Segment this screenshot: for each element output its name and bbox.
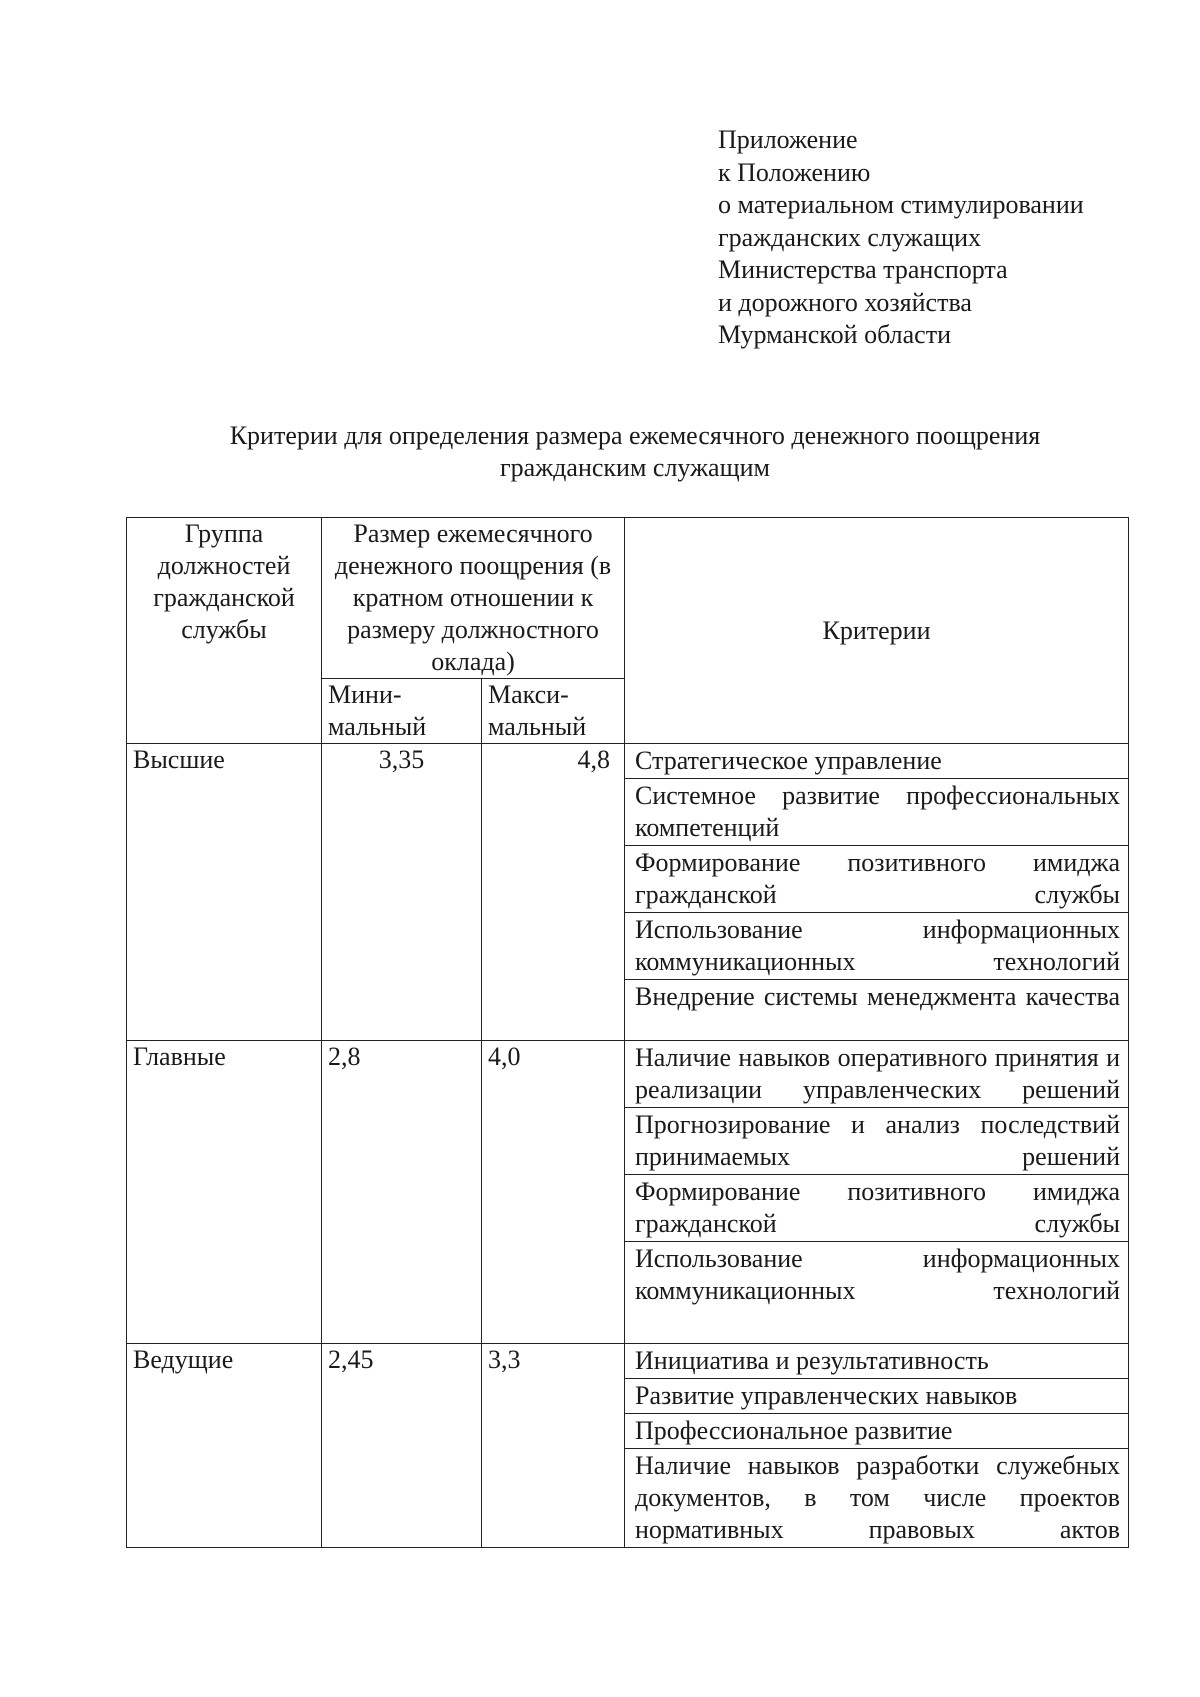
criterion-item: Профессиональное развитие (625, 1414, 1128, 1449)
criterion-item: Наличие навыков разработки служебных документов, в том числе проектов нормативных правовых актов (635, 1451, 1121, 1544)
criterion-item: Внедрение системы менеджмента качества (635, 982, 1121, 1011)
appendix-block (718, 124, 1084, 352)
max-value: 4,0 (482, 1041, 625, 1344)
appendix-line: Приложение (718, 125, 858, 154)
criterion-item: Наличие навыков оперативного принятия и реализации управленческих решений (625, 1041, 1128, 1108)
max-value: 3,3 (482, 1344, 625, 1548)
criterion-item: Стратегическое управление (625, 744, 1128, 779)
group-cell: Высшие (127, 744, 322, 1041)
appendix-line: Мурманской области (718, 320, 951, 349)
header-group: Группа должностей гражданской службы (127, 518, 322, 744)
title-line-2: гражданским служащим (500, 453, 770, 482)
appendix-line: и дорожного хозяйства (718, 287, 972, 317)
criterion-item: Использование информационных коммуникационных технологий (625, 913, 1128, 980)
criterion-item: Использование информационных коммуникационных технологий (635, 1244, 1121, 1305)
max-value: 4,8 (482, 744, 625, 1041)
table-row (127, 1041, 1129, 1344)
criterion-item: Инициатива и результативность (625, 1344, 1128, 1379)
document-title (120, 420, 1150, 484)
table-row (127, 744, 1129, 1041)
group-cell: Главные (127, 1041, 322, 1344)
min-value: 3,35 (322, 744, 482, 1041)
criterion-item: Системное развитие профессиональных компетенций (625, 779, 1128, 846)
criteria-cell (625, 744, 1129, 1041)
header-criteria: Критерии (625, 518, 1129, 744)
appendix-line: о материальном стимулировании (718, 190, 1084, 219)
appendix-line: гражданских служащих (718, 222, 982, 252)
criteria-table (126, 517, 1129, 1548)
criterion-item: Формирование позитивного имиджа гражданской службы (625, 1175, 1128, 1242)
header-min: Мини-мальный (322, 679, 482, 744)
criteria-cell (625, 1041, 1129, 1344)
criterion-item: Развитие управленческих навыков (625, 1379, 1128, 1414)
group-cell: Ведущие (127, 1344, 322, 1548)
header-max: Макси-мальный (482, 679, 625, 744)
criterion-item: Прогнозирование и анализ последствий принимаемых решений (625, 1108, 1128, 1175)
criteria-cell (625, 1344, 1129, 1548)
min-value: 2,45 (322, 1344, 482, 1548)
criterion-item: Формирование позитивного имиджа гражданской службы (625, 846, 1128, 913)
appendix-line: к Положению (718, 157, 871, 187)
min-value: 2,8 (322, 1041, 482, 1344)
title-line-1: Критерии для определения размера ежемесячного денежного поощрения (229, 421, 1041, 450)
table-row (127, 1344, 1129, 1548)
header-row (127, 518, 1129, 679)
header-size: Размер ежемесячного денежного поощрения (в кратном отношении к размеру должностного оклада) (322, 518, 625, 679)
appendix-line: Министерства транспорта (718, 255, 1008, 284)
